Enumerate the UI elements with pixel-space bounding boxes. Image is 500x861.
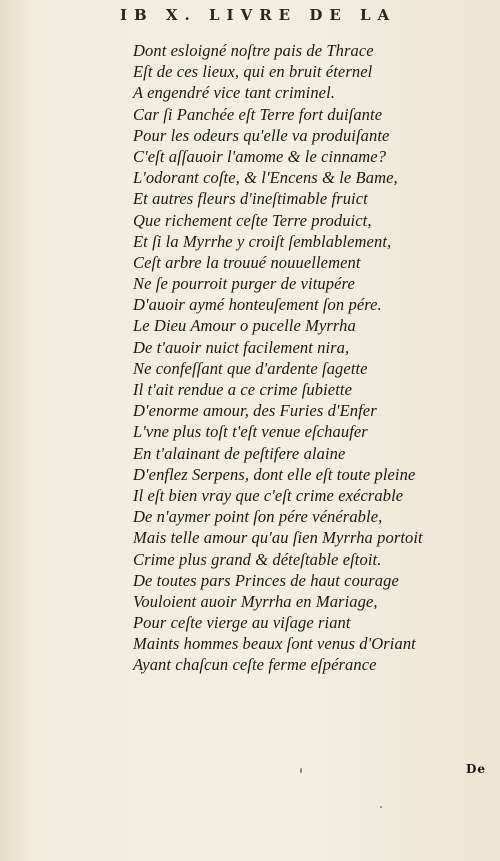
verse-line: Ne confeſſant que d'ardente ſagette bbox=[133, 358, 368, 378]
verse-line: Car ſi Panchée eſt Terre fort duiſante bbox=[133, 104, 383, 124]
catchword: De bbox=[466, 762, 487, 776]
verse-line: Il eſt bien vray que c'eſt crime exécrable bbox=[133, 485, 404, 505]
verse-line: Eſt de ces lieux, qui en bruit éternel bbox=[133, 62, 373, 82]
verse-line: Vouloient auoir Myrrha en Mariage, bbox=[133, 591, 378, 611]
running-header: IB X. LIVRE DE LA bbox=[120, 6, 397, 24]
verse-line: L'vne plus toſt t'eſt venue eſchaufer bbox=[133, 422, 368, 442]
verse-line: A engendré vice tant criminel. bbox=[133, 83, 336, 103]
verse-line: D'enflez Serpens, dont elle eſt toute pleine bbox=[133, 464, 416, 484]
verse-line: Il t'ait rendue a ce crime ſubiette bbox=[133, 380, 353, 399]
verse-line: Et autres fleurs d'ineſtimable fruict bbox=[133, 189, 368, 209]
verse-line: C'eſt aſſauoir l'amome & le cinname? bbox=[133, 146, 387, 166]
verse-line: Ne ſe pourroit purger de vitupére bbox=[133, 274, 355, 294]
verse-line: Dont esloigné noſtre pais de Thrace bbox=[133, 41, 374, 60]
verse-list bbox=[133, 40, 473, 676]
verse-line: Ceſt arbre la trouué nouuellement bbox=[133, 252, 361, 272]
verse-line: Mais telle amour qu'au ſien Myrrha portoit bbox=[133, 528, 423, 548]
verse-line: Ayant chaſcun ceſte ferme eſpérance bbox=[133, 655, 377, 675]
verse-line: Crime plus grand & déteſtable eſtoit. bbox=[133, 549, 382, 569]
verse-line: Maints hommes beaux ſont venus d'Oriant bbox=[133, 634, 416, 654]
verse-line: En t'alainant de peſtifere alaine bbox=[133, 443, 346, 463]
paper-speck bbox=[380, 806, 382, 808]
verse-line: Et ſi la Myrrhe y croiſt ſemblablement, bbox=[133, 231, 392, 251]
verse-line: De toutes pars Princes de haut courage bbox=[133, 570, 399, 590]
verse-line: D'auoir aymé honteuſement ſon pére. bbox=[133, 295, 382, 315]
verse-line: De t'auoir nuict facilement nira, bbox=[133, 337, 350, 357]
verse-line: Pour les odeurs qu'elle va produiſante bbox=[133, 125, 390, 145]
verse-line: Le Dieu Amour o pucelle Myrrha bbox=[133, 316, 356, 336]
verse-line: D'enorme amour, des Furies d'Enfer bbox=[133, 401, 377, 421]
paper-speck bbox=[300, 768, 302, 773]
verse-line: De n'aymer point ſon pére vénérable, bbox=[133, 507, 383, 527]
verse-line: L'odorant coſte, & l'Encens & le Bame, bbox=[133, 168, 398, 188]
verse-line: Pour ceſte vierge au viſage riant bbox=[133, 613, 351, 633]
verse-line: Que richement ceſte Terre produict, bbox=[133, 210, 372, 230]
